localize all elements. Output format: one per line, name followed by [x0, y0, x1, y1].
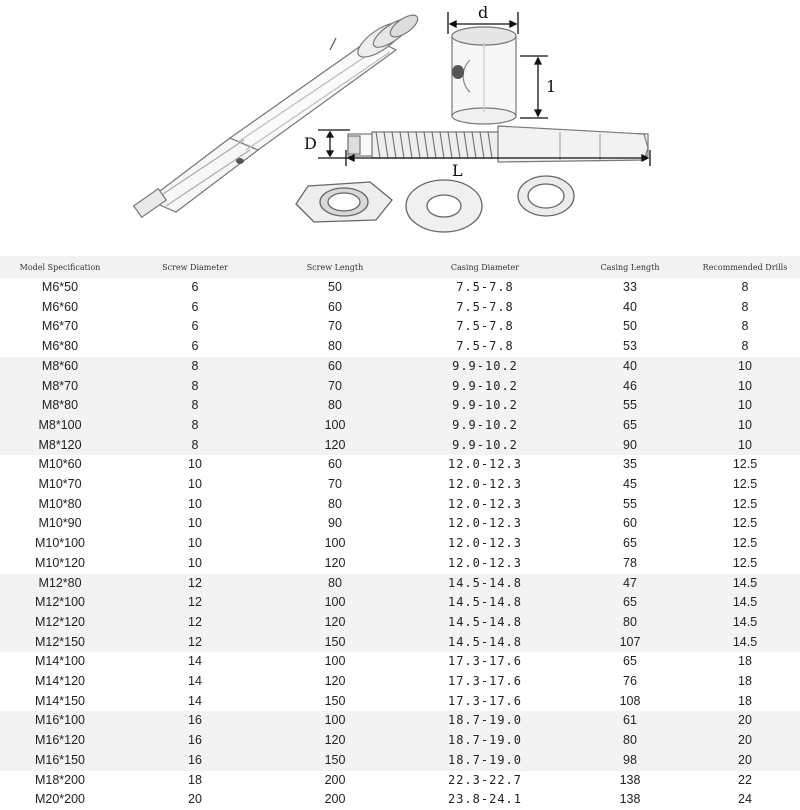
cell-casing-length: 40 — [623, 299, 637, 314]
cell-model-specification: M10*100 — [34, 536, 86, 551]
table-row — [0, 436, 800, 456]
cell-casing-length: 65 — [570, 416, 690, 436]
cell-casing-length: 40 — [570, 357, 690, 377]
cell-screw-length: 150 — [324, 693, 346, 708]
cell-model-specification: M12*150 — [0, 633, 120, 653]
cell-screw-diameter: 10 — [188, 516, 202, 531]
cell-screw-diameter: 10 — [188, 555, 202, 570]
cell-casing-diameter: 12.0-12.3 — [447, 516, 523, 531]
cell-model-specification: M12*100 — [0, 593, 120, 613]
cell-screw-diameter: 12 — [120, 593, 270, 613]
cell-model-specification: M10*120 — [34, 555, 86, 570]
cell-casing-diameter: 12.0-12.3 — [447, 477, 523, 492]
cell-screw-length: 50 — [328, 280, 342, 294]
cell-screw-length: 60 — [270, 357, 400, 377]
cell-screw-length: 70 — [270, 377, 400, 397]
cell-recommended-drills: 12.5 — [732, 536, 758, 551]
header-model-specification: Model Specification — [0, 256, 120, 278]
cell-casing-diameter: 14.5-14.8 — [400, 613, 570, 633]
cell-casing-diameter: 14.5-14.8 — [400, 593, 570, 613]
cell-screw-length: 70 — [328, 319, 342, 334]
cell-screw-diameter: 8 — [120, 357, 270, 377]
cell-casing-diameter: 12.0-12.3 — [447, 457, 523, 472]
cell-recommended-drills: 20 — [690, 731, 800, 751]
cell-casing-length: 138 — [619, 792, 641, 807]
cell-screw-diameter: 12 — [120, 574, 270, 594]
table-row — [0, 593, 800, 613]
cell-casing-diameter: 9.9-10.2 — [400, 396, 570, 416]
cell-casing-length: 45 — [623, 477, 637, 492]
cell-casing-diameter: 9.9-10.2 — [400, 377, 570, 397]
table-row — [0, 731, 800, 751]
cell-casing-length: 65 — [623, 536, 637, 551]
cell-model-specification: M10*90 — [38, 516, 82, 531]
cell-model-specification: M6*80 — [41, 339, 79, 354]
cell-casing-length: 50 — [623, 319, 637, 334]
table-row — [0, 278, 800, 298]
cell-recommended-drills: 22 — [738, 772, 752, 787]
cell-screw-length: 100 — [270, 711, 400, 731]
cell-model-specification: M8*120 — [0, 436, 120, 456]
cell-screw-length: 100 — [270, 416, 400, 436]
cell-recommended-drills: 14.5 — [690, 574, 800, 594]
cell-casing-diameter: 7.5-7.8 — [456, 280, 514, 294]
cell-screw-length: 120 — [270, 613, 400, 633]
cell-recommended-drills: 18 — [738, 674, 752, 689]
cell-recommended-drills: 14.5 — [690, 613, 800, 633]
specification-table — [0, 256, 800, 810]
table-body — [0, 278, 800, 810]
cell-screw-diameter: 6 — [191, 319, 199, 334]
anchor-bolt-illustration — [0, 0, 800, 256]
cell-casing-length: 35 — [623, 457, 637, 472]
cell-casing-length: 61 — [570, 711, 690, 731]
table-row — [0, 790, 800, 810]
table-header-row — [0, 256, 800, 278]
cell-recommended-drills: 10 — [690, 396, 800, 416]
cell-screw-length: 120 — [324, 674, 346, 689]
header-casing-length: Casing Length — [570, 256, 690, 278]
cell-screw-length: 60 — [328, 299, 342, 314]
cell-casing-diameter: 14.5-14.8 — [400, 574, 570, 594]
table-row — [0, 652, 800, 672]
cell-recommended-drills: 10 — [690, 416, 800, 436]
table-row — [0, 711, 800, 731]
cell-screw-diameter: 16 — [120, 751, 270, 771]
header-screw-length: Screw Length — [270, 256, 400, 278]
cell-casing-length: 55 — [623, 496, 637, 511]
cell-casing-diameter: 17.3-17.6 — [447, 693, 523, 708]
cell-recommended-drills: 14.5 — [690, 633, 800, 653]
cell-screw-length: 100 — [324, 654, 346, 669]
hex-nut-drawing — [296, 182, 392, 222]
cell-casing-length: 46 — [570, 377, 690, 397]
cell-casing-diameter: 17.3-17.6 — [447, 674, 523, 689]
cell-casing-diameter: 14.5-14.8 — [400, 633, 570, 653]
cell-screw-diameter: 6 — [191, 339, 199, 354]
cell-screw-length: 70 — [328, 477, 342, 492]
cell-screw-length: 80 — [270, 396, 400, 416]
cell-model-specification: M14*150 — [34, 693, 86, 708]
cell-model-specification: M6*50 — [41, 280, 79, 294]
cell-casing-diameter: 23.8-24.1 — [447, 792, 523, 807]
dimension-D — [318, 130, 350, 158]
assembled-bolt-drawing — [134, 11, 421, 217]
cell-screw-diameter: 16 — [120, 711, 270, 731]
cell-casing-diameter: 22.3-22.7 — [447, 772, 523, 787]
cell-casing-length: 80 — [570, 731, 690, 751]
table-row — [0, 495, 800, 515]
table-row — [0, 416, 800, 436]
cell-model-specification: M12*80 — [0, 574, 120, 594]
cell-casing-diameter: 7.5-7.8 — [456, 339, 514, 354]
cell-recommended-drills: 8 — [741, 299, 749, 314]
table-row — [0, 396, 800, 416]
cell-casing-length: 90 — [570, 436, 690, 456]
cell-model-specification: M6*70 — [41, 319, 79, 334]
dimension-label-l: 1 — [546, 77, 557, 96]
cell-recommended-drills: 12.5 — [732, 477, 758, 492]
cell-screw-diameter: 10 — [188, 477, 202, 492]
cell-screw-length: 120 — [270, 436, 400, 456]
cell-model-specification: M10*70 — [38, 477, 82, 492]
table-row — [0, 751, 800, 771]
bolt-drawing — [348, 126, 648, 162]
spring-washer-drawing — [518, 176, 574, 216]
table-row — [0, 475, 800, 495]
casing-drawing — [452, 27, 516, 124]
cell-recommended-drills: 8 — [741, 319, 749, 334]
cell-recommended-drills: 24 — [738, 792, 752, 807]
cell-casing-length: 55 — [570, 396, 690, 416]
table-row — [0, 514, 800, 534]
cell-casing-diameter: 9.9-10.2 — [400, 436, 570, 456]
cell-screw-diameter: 18 — [188, 772, 202, 787]
cell-model-specification: M14*100 — [34, 654, 86, 669]
cell-model-specification: M20*200 — [34, 792, 86, 807]
cell-casing-length: 78 — [623, 555, 637, 570]
cell-screw-length: 200 — [324, 772, 346, 787]
cell-screw-diameter: 12 — [120, 613, 270, 633]
cell-casing-length: 65 — [623, 654, 637, 669]
cell-screw-diameter: 20 — [188, 792, 202, 807]
cell-casing-length: 80 — [570, 613, 690, 633]
cell-casing-length: 47 — [570, 574, 690, 594]
cell-casing-diameter: 9.9-10.2 — [400, 357, 570, 377]
cell-casing-diameter: 17.3-17.6 — [447, 654, 523, 669]
cell-casing-length: 60 — [623, 516, 637, 531]
cell-model-specification: M14*120 — [34, 674, 86, 689]
cell-screw-length: 120 — [324, 555, 346, 570]
cell-screw-length: 80 — [328, 496, 342, 511]
table-row — [0, 455, 800, 475]
cell-casing-diameter: 7.5-7.8 — [456, 299, 514, 314]
cell-model-specification: M12*120 — [0, 613, 120, 633]
cell-screw-length: 90 — [328, 516, 342, 531]
cell-screw-diameter: 12 — [120, 633, 270, 653]
dimension-label-d: d — [478, 3, 489, 22]
cell-recommended-drills: 12.5 — [732, 496, 758, 511]
cell-screw-diameter: 8 — [120, 416, 270, 436]
cell-recommended-drills: 8 — [741, 280, 749, 294]
cell-screw-diameter: 8 — [120, 436, 270, 456]
cell-recommended-drills: 12.5 — [732, 457, 758, 472]
cell-casing-diameter: 7.5-7.8 — [456, 319, 514, 334]
cell-screw-length: 200 — [324, 792, 346, 807]
cell-recommended-drills: 10 — [690, 436, 800, 456]
cell-model-specification: M8*60 — [0, 357, 120, 377]
table-row — [0, 357, 800, 377]
cell-casing-diameter: 18.7-19.0 — [400, 751, 570, 771]
cell-casing-length: 138 — [619, 772, 641, 787]
cell-casing-length: 98 — [570, 751, 690, 771]
header-casing-diameter: Casing Diameter — [400, 256, 570, 278]
table-row — [0, 534, 800, 554]
cell-recommended-drills: 14.5 — [690, 593, 800, 613]
cell-screw-diameter: 8 — [120, 377, 270, 397]
cell-screw-diameter: 8 — [120, 396, 270, 416]
table-row — [0, 317, 800, 337]
cell-screw-length: 150 — [270, 633, 400, 653]
table-row — [0, 771, 800, 791]
cell-casing-length: 108 — [619, 693, 641, 708]
cell-screw-length: 120 — [270, 731, 400, 751]
cell-screw-diameter: 6 — [191, 299, 199, 314]
cell-screw-length: 80 — [270, 574, 400, 594]
cell-casing-diameter: 9.9-10.2 — [400, 416, 570, 436]
cell-recommended-drills: 18 — [738, 654, 752, 669]
cell-screw-diameter: 14 — [188, 654, 202, 669]
cell-screw-diameter: 16 — [120, 731, 270, 751]
cell-recommended-drills: 10 — [690, 357, 800, 377]
cell-casing-diameter: 12.0-12.3 — [447, 555, 523, 570]
cell-model-specification: M16*150 — [0, 751, 120, 771]
cell-model-specification: M8*70 — [0, 377, 120, 397]
cell-screw-diameter: 10 — [188, 496, 202, 511]
cell-recommended-drills: 20 — [690, 751, 800, 771]
cell-model-specification: M8*100 — [0, 416, 120, 436]
cell-model-specification: M16*100 — [0, 711, 120, 731]
cell-casing-diameter: 18.7-19.0 — [400, 731, 570, 751]
table-row — [0, 377, 800, 397]
cell-casing-length: 53 — [623, 339, 637, 354]
cell-model-specification: M10*60 — [38, 457, 82, 472]
cell-casing-length: 33 — [623, 280, 637, 294]
cell-screw-length: 100 — [324, 536, 346, 551]
cell-screw-diameter: 14 — [188, 674, 202, 689]
header-screw-diameter: Screw Diameter — [120, 256, 270, 278]
dimension-l — [520, 56, 548, 118]
table-row — [0, 554, 800, 574]
cell-casing-length: 76 — [623, 674, 637, 689]
cell-screw-diameter: 14 — [188, 693, 202, 708]
cell-screw-length: 60 — [328, 457, 342, 472]
cell-recommended-drills: 10 — [690, 377, 800, 397]
cell-screw-length: 150 — [270, 751, 400, 771]
cell-screw-length: 80 — [328, 339, 342, 354]
table-row — [0, 633, 800, 653]
cell-recommended-drills: 18 — [738, 693, 752, 708]
header-recommended-drills: Recommended Drills — [690, 256, 800, 278]
cell-model-specification: M16*120 — [0, 731, 120, 751]
table-row — [0, 337, 800, 357]
cell-casing-length: 65 — [570, 593, 690, 613]
dimension-label-L: L — [452, 161, 463, 180]
dimension-label-D: D — [304, 134, 317, 153]
table-row — [0, 613, 800, 633]
cell-recommended-drills: 12.5 — [732, 516, 758, 531]
cell-model-specification: M18*200 — [34, 772, 86, 787]
cell-screw-diameter: 10 — [188, 536, 202, 551]
table-row — [0, 298, 800, 318]
cell-model-specification: M8*80 — [0, 396, 120, 416]
cell-screw-diameter: 6 — [191, 280, 199, 294]
table-row — [0, 574, 800, 594]
table-row — [0, 672, 800, 692]
flat-washer-drawing — [406, 180, 482, 232]
cell-screw-length: 100 — [270, 593, 400, 613]
cell-casing-diameter: 12.0-12.3 — [447, 496, 523, 511]
cell-recommended-drills: 20 — [690, 711, 800, 731]
cell-casing-length: 107 — [570, 633, 690, 653]
cell-model-specification: M6*60 — [41, 299, 79, 314]
cell-recommended-drills: 8 — [741, 339, 749, 354]
cell-casing-diameter: 12.0-12.3 — [447, 536, 523, 551]
cell-screw-diameter: 10 — [188, 457, 202, 472]
cell-recommended-drills: 12.5 — [732, 555, 758, 570]
cell-model-specification: M10*80 — [38, 496, 82, 511]
cell-casing-diameter: 18.7-19.0 — [400, 711, 570, 731]
table-row — [0, 692, 800, 712]
